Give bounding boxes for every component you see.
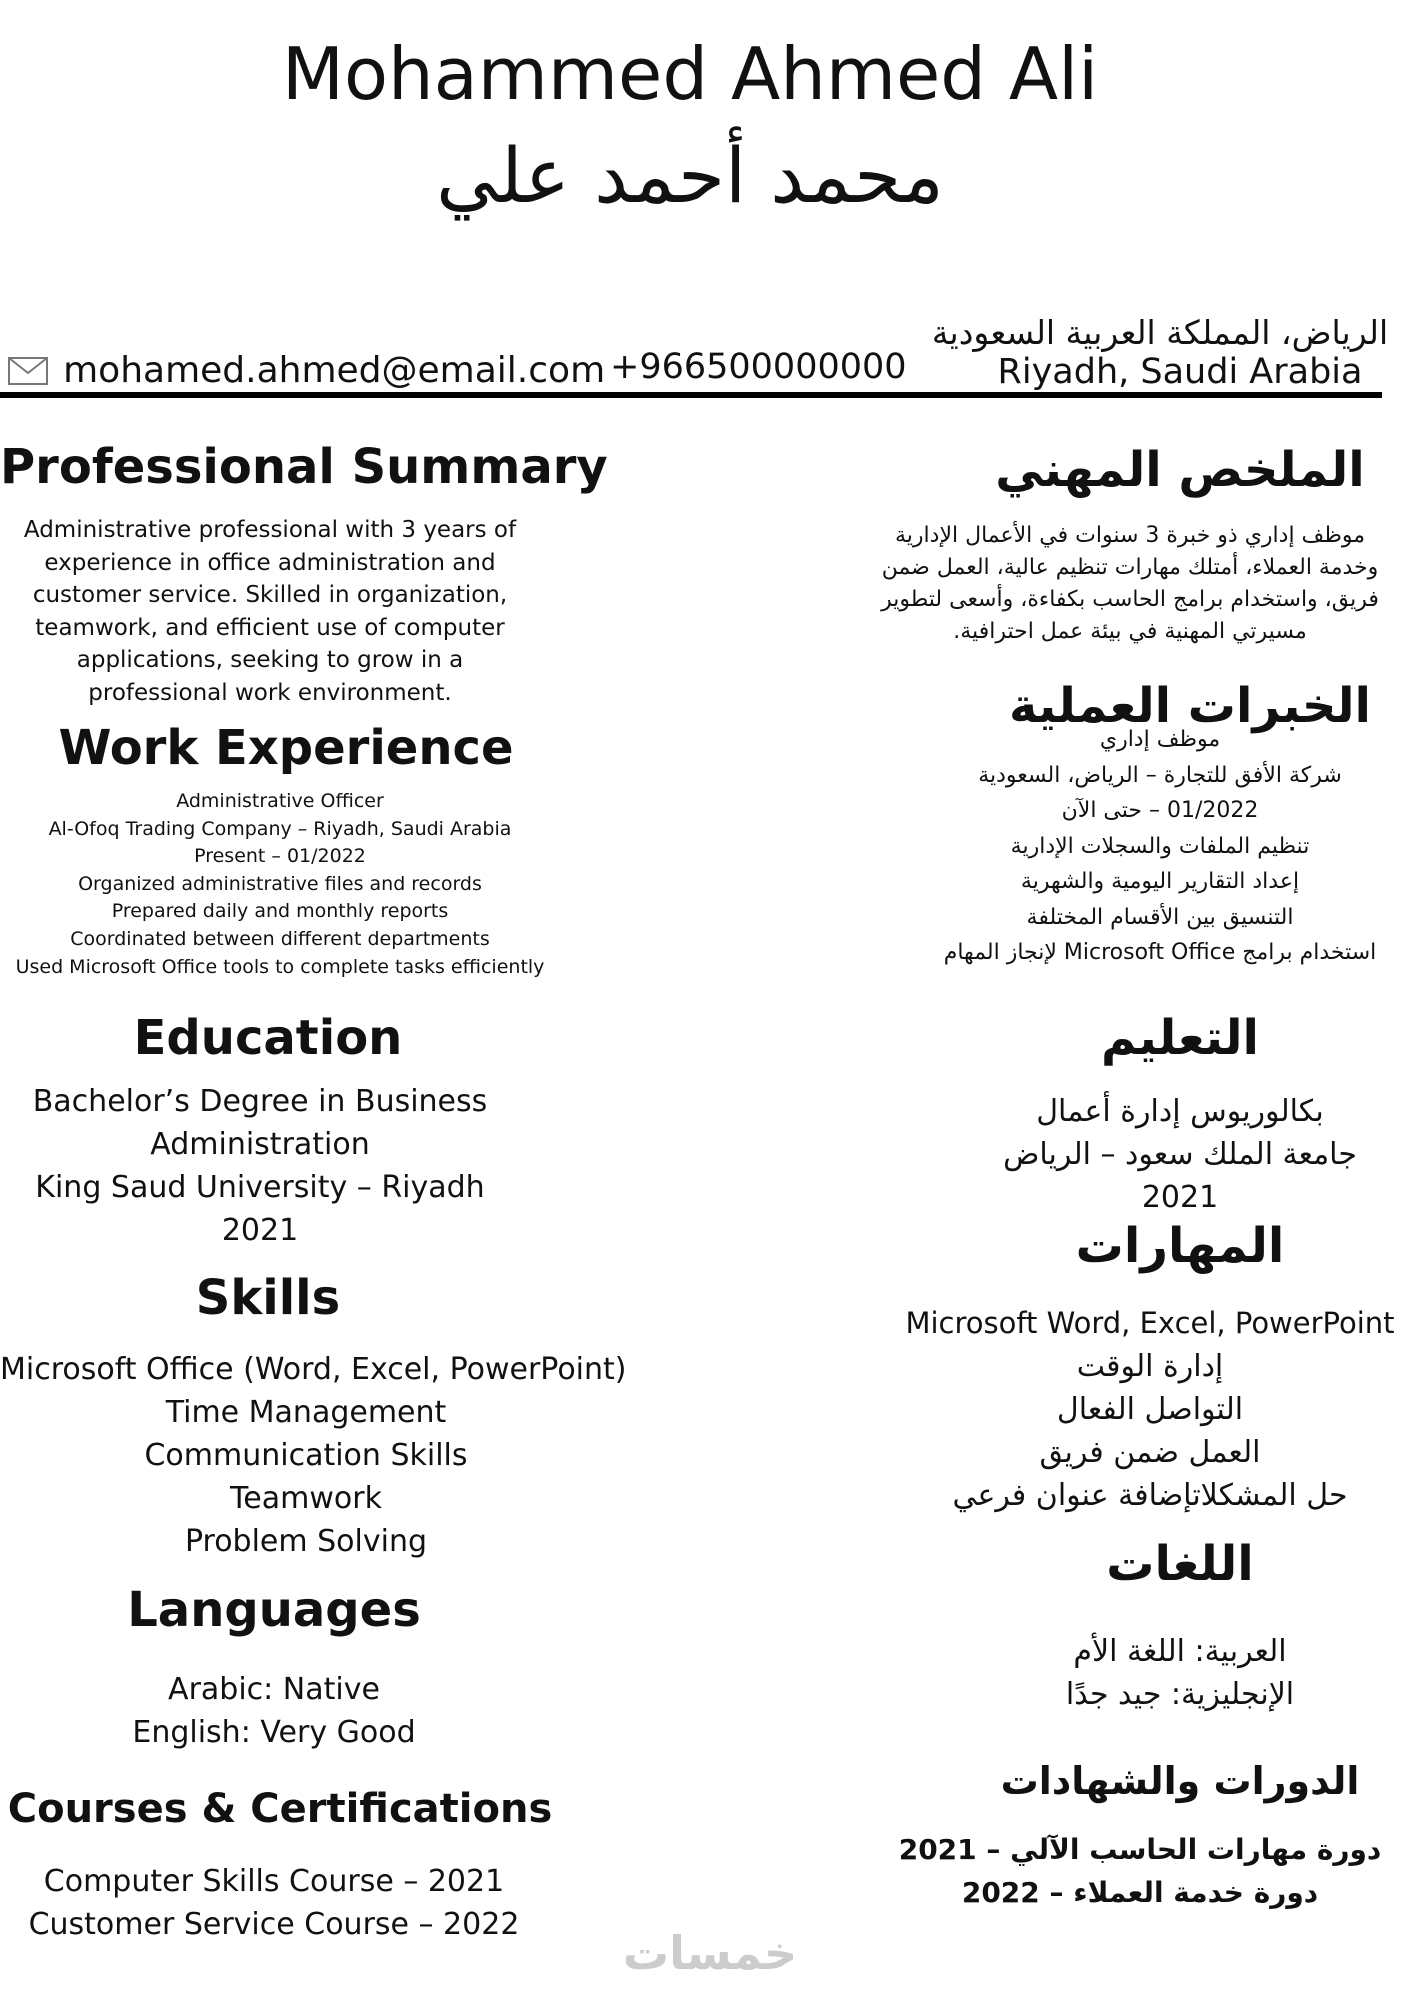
list-item: Bachelor’s Degree in Business	[32, 1084, 488, 1119]
education-list-en	[0, 1080, 520, 1252]
envelope-icon	[8, 357, 48, 385]
list-item: العمل ضمن فريق	[1039, 1435, 1261, 1470]
list-item: King Saud University – Riyadh	[35, 1170, 485, 1205]
list-item: الإنجليزية: جيد جدًا	[1065, 1677, 1295, 1712]
list-item: بكالوريوس إدارة أعمال	[1036, 1094, 1324, 1129]
languages-list-en	[0, 1668, 548, 1754]
list-item: إعداد التقارير اليومية والشهرية	[1020, 869, 1300, 894]
list-item: Arabic: Native	[168, 1672, 380, 1707]
list-item: Microsoft Word, Excel, PowerPoint	[905, 1306, 1395, 1340]
email-row	[8, 350, 605, 390]
list-item: موظف إداري	[1099, 727, 1221, 752]
courses-heading-en: Courses & Certifications	[7, 1786, 553, 1832]
list-item: Communication Skills	[144, 1438, 468, 1473]
list-item: Problem Solving	[184, 1524, 428, 1559]
location-arabic: الرياض، المملكة العربية السعودية	[931, 313, 1389, 352]
list-item: 2021	[1141, 1180, 1219, 1215]
list-item: English: Very Good	[132, 1715, 416, 1750]
courses-list-en	[0, 1860, 548, 1946]
summary-heading-ar: الملخص المهني	[995, 442, 1365, 498]
name-arabic: محمد أحمد علي	[436, 131, 944, 220]
languages-heading-en: Languages	[127, 1582, 421, 1638]
skills-heading-ar: المهارات	[1075, 1218, 1285, 1274]
summary-text-en: Administrative professional with 3 years of experience in office administration and customer service. Skilled in organization, teamwork, and efficient use of computer applications, seeking to grow in a professional work environment.	[23, 517, 517, 706]
list-item: وخدمة العملاء، أمتلك مهارات تنظيم عالية، العمل ضمن	[881, 555, 1379, 580]
education-heading-ar: التعليم	[1101, 1010, 1259, 1066]
list-item: Computer Skills Course – 2021	[43, 1864, 505, 1899]
list-item: دورة مهارات الحاسب الآلي – 2021	[898, 1833, 1382, 1866]
list-item: إدارة الوقت	[1076, 1349, 1224, 1384]
experience-heading-en: Work Experience	[58, 720, 514, 776]
list-item: Prepared daily and monthly reports	[111, 900, 449, 923]
name-english: Mohammed Ahmed Ali	[281, 32, 1099, 116]
list-item: Used Microsoft Office tools to complete tasks efficiently	[15, 955, 545, 978]
experience-list-ar	[910, 722, 1410, 971]
list-item: Organized administrative files and records	[78, 872, 482, 895]
education-list-ar	[960, 1090, 1400, 1219]
list-item: Present – 01/2022	[194, 845, 366, 868]
list-item: Time Management	[165, 1395, 447, 1430]
skills-heading-en: Skills	[195, 1270, 341, 1326]
experience-list-en	[0, 788, 560, 981]
summary-text-ar	[850, 520, 1410, 648]
list-item: فريق، واستخدام برامج الحاسب بكفاءة، وأسعى لتطوير	[881, 587, 1379, 612]
summary-heading-en: Professional Summary	[0, 439, 608, 495]
list-item: مسيرتي المهنية في بيئة عمل احترافية.	[953, 619, 1307, 644]
list-item: تنظيم الملفات والسجلات الإدارية	[1010, 833, 1310, 859]
location-english: Riyadh, Saudi Arabia	[997, 352, 1363, 392]
languages-heading-ar: اللغات	[1106, 1536, 1254, 1592]
skills-list-ar	[900, 1302, 1400, 1517]
list-item: استخدام برامج Microsoft Office لإنجاز المهام	[943, 940, 1377, 965]
skills-list-en	[0, 1348, 627, 1563]
list-item: التنسيق بين الأقسام المختلفة	[1026, 904, 1294, 930]
header-divider	[0, 392, 1382, 398]
languages-list-ar	[960, 1630, 1400, 1716]
courses-heading-ar: الدورات والشهادات	[1000, 1759, 1360, 1803]
list-item: Al-Ofoq Trading Company – Riyadh, Saudi Arabia	[48, 817, 512, 840]
list-item: Coordinated between different departments	[70, 927, 490, 950]
education-heading-en: Education	[133, 1010, 403, 1066]
list-item: دورة خدمة العملاء – 2022	[961, 1876, 1319, 1909]
list-item: 2021	[221, 1213, 299, 1248]
phone-number[interactable]: +966500000000	[610, 347, 907, 387]
list-item: Microsoft Office (Word, Excel, PowerPoint)	[0, 1352, 627, 1387]
list-item: حل المشكلاتإضافة عنوان فرعي	[952, 1478, 1348, 1513]
email-link[interactable]: mohamed.ahmed@email.com	[63, 350, 606, 391]
list-item: العربية: اللغة الأم	[1073, 1634, 1287, 1669]
list-item: موظف إداري ذو خبرة 3 سنوات في الأعمال الإدارية	[895, 523, 1365, 548]
list-item: Administrative Officer	[176, 790, 384, 812]
watermark-logo: خمسات	[622, 1926, 798, 1980]
list-item: شركة الأفق للتجارة – الرياض، السعودية	[978, 762, 1342, 788]
list-item: التواصل الفعال	[1056, 1392, 1244, 1427]
list-item: Administration	[150, 1127, 370, 1162]
list-item: 01/2022 – حتى الآن	[1061, 798, 1259, 823]
list-item: Teamwork	[230, 1481, 382, 1516]
courses-list-ar	[880, 1828, 1400, 1914]
list-item: Customer Service Course – 2022	[28, 1907, 520, 1942]
experience-heading-ar: الخبرات العملية	[1009, 678, 1371, 734]
list-item: جامعة الملك سعود – الرياض	[1003, 1137, 1357, 1172]
